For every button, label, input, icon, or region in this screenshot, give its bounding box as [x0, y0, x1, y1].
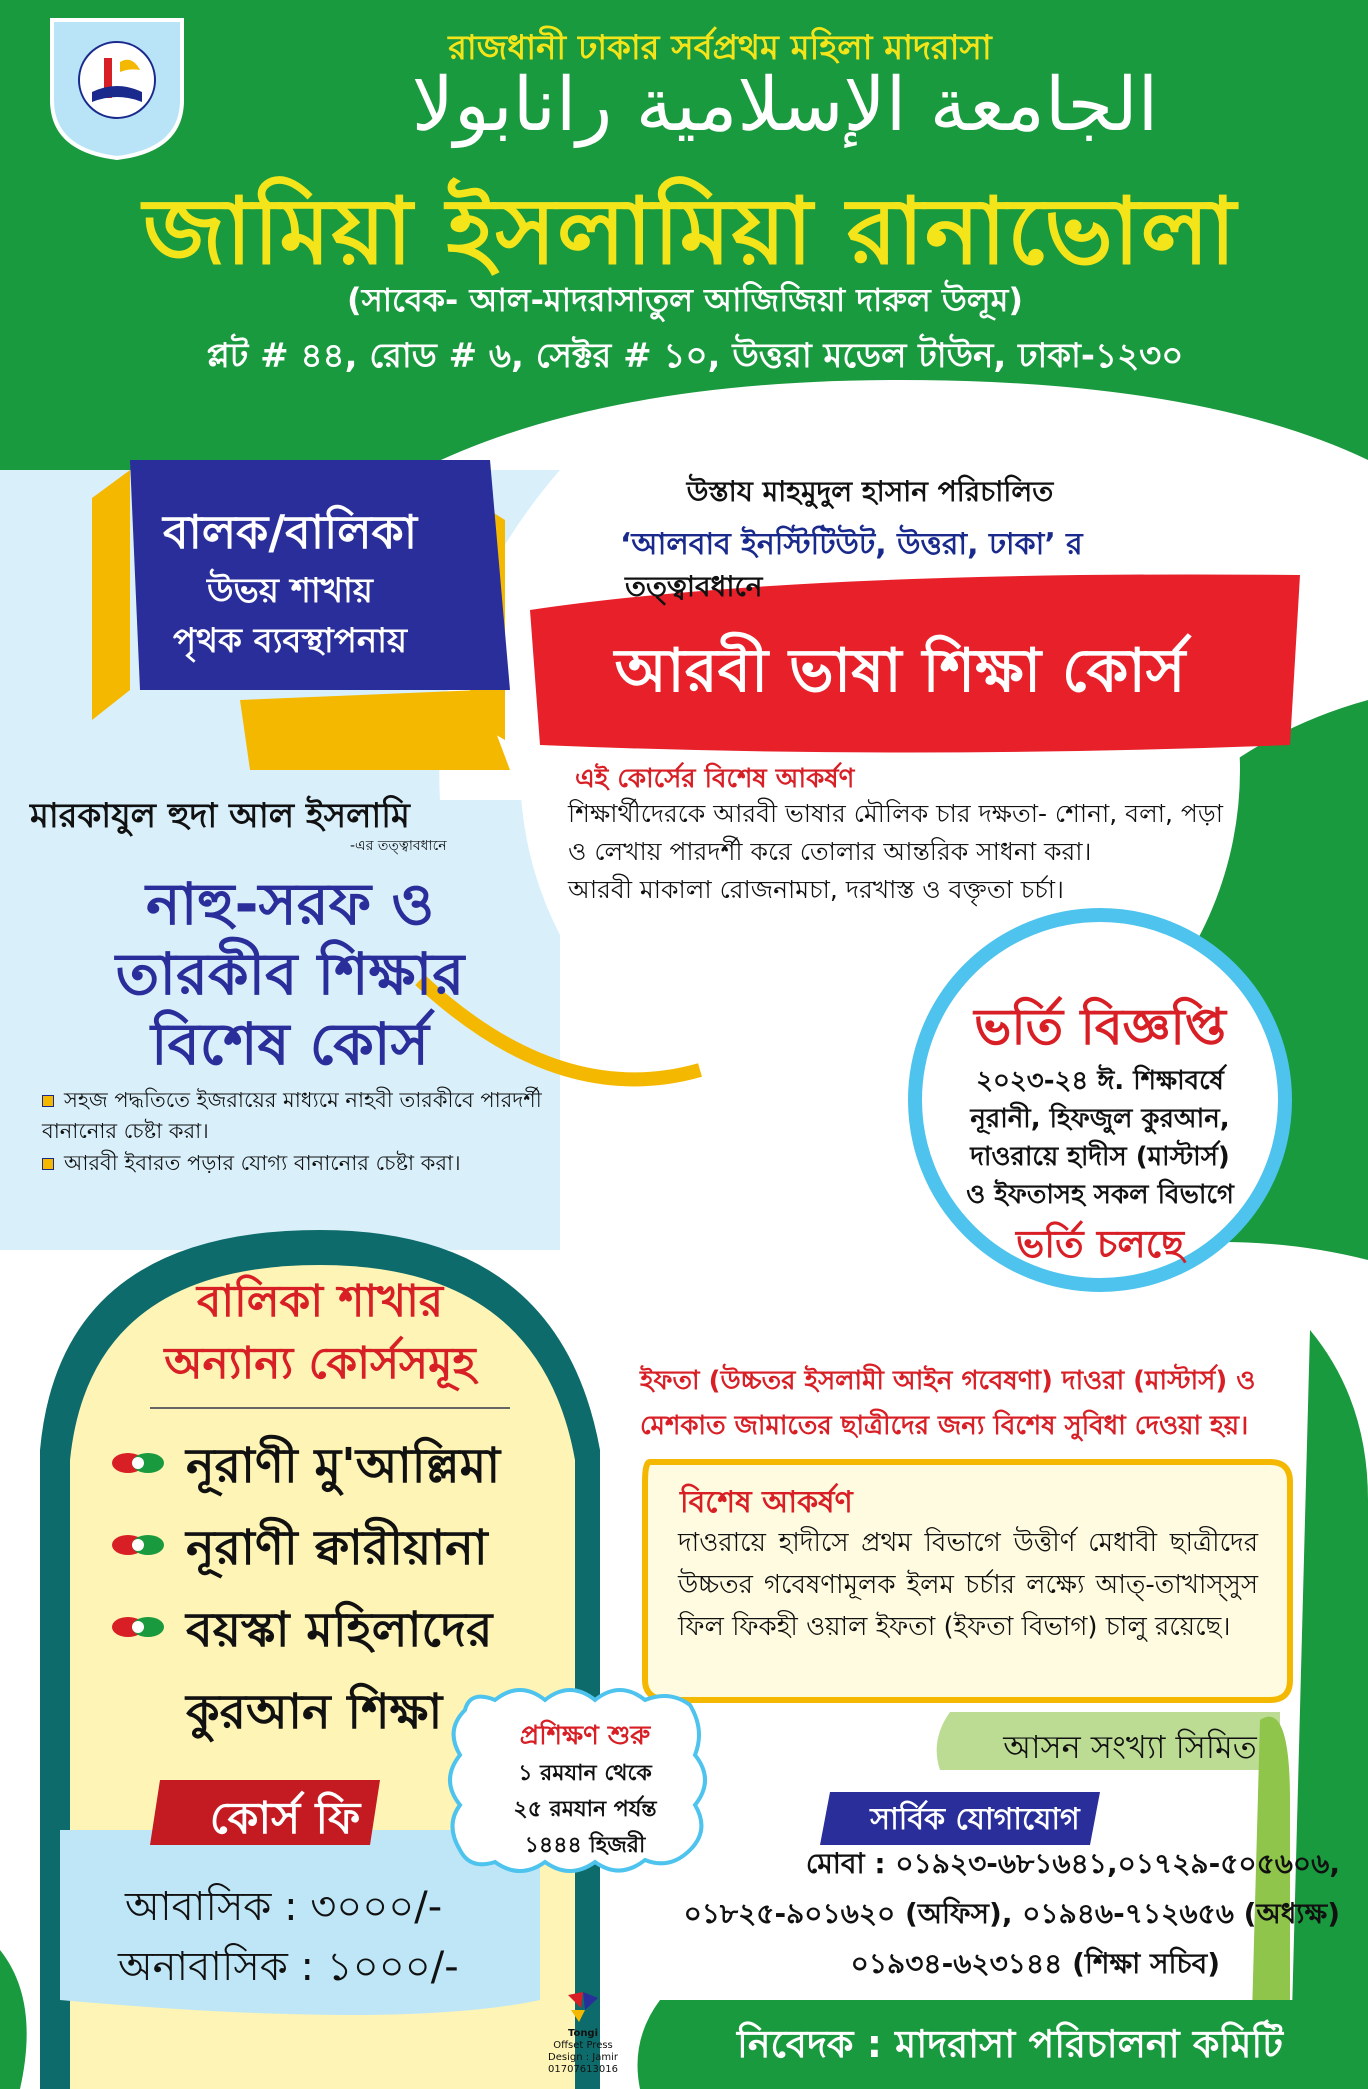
girls-course-item: বয়স্কা মহিলাদের	[186, 1602, 493, 1658]
contact-line-3: ০১৯৩৪-৬২৩১৪৪ (শিক্ষা সচিব)	[850, 1947, 1220, 1980]
banner-both-branches: উভয় শাখায়	[207, 571, 373, 611]
special-attraction-body: দাওরায়ে হাদীসে প্রথম বিভাগে উত্তীর্ণ মেধাবী ছাত্রীদের উচ্চতর গবেষণামূলক ইলম চর্চার লক্ষ্যে আত্-তাখাস্সুস ফিল ফিকহী ওয়াল ইফতা (ইফতা বিভাগ) চালু রয়েছে।	[678, 1528, 1258, 1642]
contact-heading: সার্বিক যোগাযোগ	[870, 1802, 1080, 1837]
admission-line: ও ইফতাসহ সকল বিভাগে	[966, 1180, 1234, 1210]
list-item: সহজ পদ্ধতিতে ইজরায়ের মাধ্যমে নাহবী তারকীবে পারদর্শী বানানোর চেষ্টা করা।	[42, 1088, 542, 1143]
bullet-icon	[42, 1095, 54, 1107]
page-title: জামিয়া ইসলামিয়া রানাভোলা	[143, 178, 1237, 285]
limited-seats: আসন সংখ্যা সিমিত	[1003, 1728, 1257, 1766]
arabic-course-title: আরবী ভাষা শিক্ষা কোর্স	[614, 636, 1186, 706]
admission-line: ২০২৩-২৪ ঈ. শিক্ষাবর্ষে	[976, 1066, 1224, 1096]
girls-course-item: নূরাণী ক্বারীয়ানা	[186, 1520, 488, 1576]
course-fee-label: কোর্স ফি	[209, 1793, 361, 1844]
tagline: রাজধানী ঢাকার সর্বপ্রথম মহিলা মাদরাসা	[448, 28, 992, 68]
girls-branch-heading: বালিকা শাখার	[196, 1276, 444, 1327]
admission-line: নূরানী, হিফজুল কুরআন,	[970, 1104, 1230, 1134]
contact-line-2: ০১৮২৫-৯০১৬২০ (অফিস), ০১৯৪৬-৭১২৬৫৬ (অধ্যক্ষ)	[683, 1897, 1340, 1930]
admission-ongoing: ভর্তি চলছে	[1015, 1222, 1185, 1266]
banner-boys-girls: বালক/বালিকা	[162, 505, 418, 559]
supervision-label: তত্ত্বাবধানে	[625, 570, 763, 603]
press-line: Offset Press	[553, 2040, 613, 2051]
markaz-name: মারকাযুল হুদা আল ইসলামি	[30, 796, 410, 836]
nahu-title-line-3: বিশেষ কোর্স	[151, 1010, 429, 1078]
girls-course-item: কুরআন শিক্ষা	[186, 1684, 443, 1740]
press-designer: Design : Jamir	[548, 2052, 618, 2063]
press-credit	[538, 1990, 628, 2076]
training-line: ২৫ রমযান পর্যন্ত	[513, 1797, 657, 1822]
ifta-notice-line-1: ইফতা (উচ্চতর ইসলামী আইন গবেষণা) দাওরা (মাস্টার্স) ও	[640, 1366, 1256, 1396]
fee-non-residential: অনাবাসিক : ১০০০/-	[118, 1944, 459, 1990]
former-name: (সাবেক- আল-মাদরাসাতুল আজিজিয়া দারুল উলূম)	[346, 281, 1024, 319]
course-special-heading: এই কোর্সের বিশেষ আকর্ষণ	[575, 764, 855, 794]
contact-line-1: মোবা : ০১৯২৩-৬৮১৬৪১,০১৭২৯-৫০৫৬০৬,	[805, 1847, 1340, 1880]
girls-branch-subheading: অন্যান্য কোর্সসমূহ	[164, 1338, 476, 1389]
institute-name: ‘আলবাব ইনস্টিটিউট, উত্তরা, ঢাকা’ র	[620, 527, 1083, 562]
admission-line: দাওরায়ে হাদীস (মাস্টার্স)	[970, 1142, 1230, 1172]
banner-separate-management: পৃথক ব্যবস্থাপনায়	[172, 621, 408, 661]
fee-residential: আবাসিক : ৩০০০/-	[125, 1884, 443, 1930]
training-line: ১ রমযান থেকে	[518, 1761, 652, 1786]
press-phone: 01707613016	[548, 2064, 618, 2075]
training-start-heading: প্রশিক্ষণ শুরু	[519, 1721, 651, 1751]
nahu-title-line-1: নাহু-সরফ ও	[145, 870, 435, 938]
course-special-text-1: শিক্ষার্থীদেরকে আরবী ভাষার মৌলিক চার দক্ষতা- শোনা, বলা, পড়া ও লেখায় পারদর্শী করে তোলার আন্তরিক সাধনা করা।	[568, 799, 1223, 866]
address: প্লট # ৪৪, রোড # ৬, সেক্টর # ১০, উত্তরা মডেল টাউন, ঢাকা-১২৩০	[206, 336, 1184, 376]
press-name: Tongi	[567, 2028, 599, 2039]
arabic-name: الجامعة الإسلامية رانابولا	[411, 62, 1159, 148]
bullet-icon	[42, 1158, 54, 1170]
list-item: আরবী ইবারত পড়ার যোগ্য বানানোর চেষ্টা করা।	[42, 1148, 602, 1179]
girls-course-item: নূরাণী মু'আল্লিমা	[186, 1438, 501, 1494]
leaf-bullet-icon	[108, 1448, 168, 1478]
markaz-supervision: -এর তত্ত্বাবধানে	[350, 838, 447, 854]
special-attraction-heading: বিশেষ আকর্ষণ	[680, 1485, 853, 1520]
madrasa-logo	[42, 10, 192, 160]
training-line: ১৪৪৪ হিজরী	[524, 1833, 646, 1858]
admission-title: ভর্তি বিজ্ঞপ্তি	[974, 998, 1226, 1056]
ifta-notice-line-2: মেশকাত জামাতের ছাত্রীদের জন্য বিশেষ সুবিধা দেওয়া হয়।	[640, 1411, 1249, 1441]
leaf-bullet-icon	[108, 1530, 168, 1560]
course-director: উস্তায মাহমুদুল হাসান পরিচালিত	[686, 475, 1054, 508]
nahu-title-line-2: তারকীব শিক্ষার	[115, 940, 465, 1008]
press-logo-icon	[563, 1990, 603, 2024]
leaf-bullet-icon	[108, 1612, 168, 1642]
footer-committee: নিবেদক : মাদরাসা পরিচালনা কমিটি	[736, 2022, 1283, 2066]
course-special-text-2: আরবী মাকালা রোজনামচা, দরখাস্ত ও বক্তৃতা চর্চা।	[568, 875, 1064, 904]
